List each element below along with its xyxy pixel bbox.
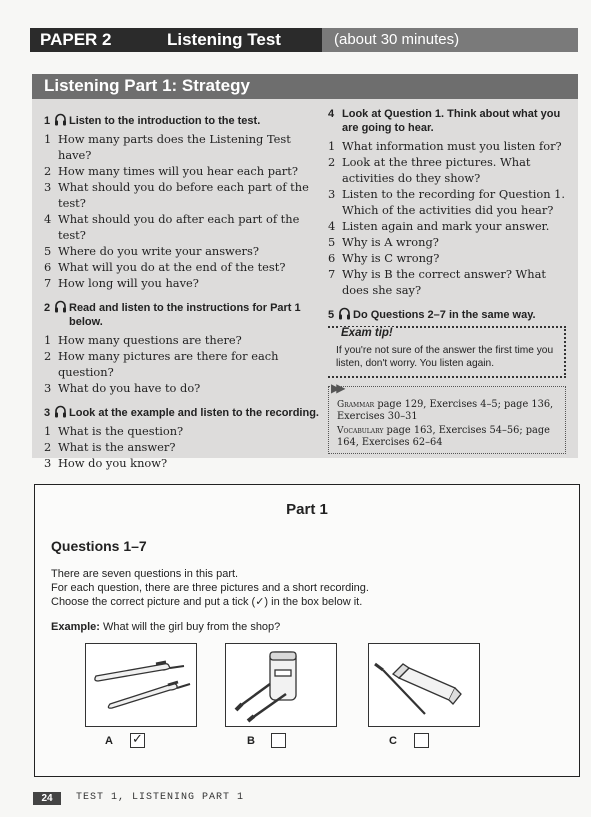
option-c-label: C (389, 735, 397, 747)
picture-a (85, 643, 197, 727)
option-b-checkbox[interactable] (271, 733, 286, 748)
option-a-checkbox[interactable]: ✓ (130, 733, 145, 748)
strategy-section-4 (328, 107, 568, 298)
section-heading: Look at Question 1. Think about what you are going to hear. (342, 108, 561, 134)
toothpaste-illustration (369, 644, 479, 726)
questions-heading: Questions 1–7 (51, 538, 147, 554)
section-number: 1 (44, 115, 51, 127)
footer-label: TEST 1, LISTENING PART 1 (76, 792, 245, 803)
list-item: 1 What information must you listen for? (328, 139, 562, 153)
option-c-checkbox[interactable] (414, 733, 429, 748)
toothbrushes-illustration (86, 644, 196, 726)
duration: (about 30 minutes) (334, 31, 460, 48)
double-arrow-icon: ▶▶ (331, 381, 342, 395)
section-heading: Do Questions 2–7 in the same way. (353, 309, 536, 321)
list-item: 2 How many pictures are there for each question? (44, 349, 279, 379)
headphones-icon (54, 299, 67, 314)
example-question: Example: What will the girl buy from the shop? (51, 621, 281, 633)
list-item: 1 How many questions are there? (44, 333, 242, 347)
list-item: 2 Look at the three pictures. What activities do they show? (328, 155, 531, 185)
strategy-section-3 (44, 406, 324, 471)
list-item: 3 How do you know? (44, 456, 168, 470)
list-item: 3 Listen to the recording for Question 1. Which of the activities did you hear? (328, 187, 566, 217)
part1-box (34, 484, 580, 777)
strategy-section-1 (44, 114, 324, 291)
list-item: 7 How long will you have? (44, 276, 199, 290)
page-number: 24 (33, 792, 61, 805)
list-item: 2 What is the answer? (44, 440, 176, 454)
paper-title: Listening Test (167, 30, 281, 49)
list-item: 4 Listen again and mark your answer. (328, 219, 550, 233)
list-item: 3 What should you do before each part of the test? (44, 180, 309, 210)
picture-c (368, 643, 480, 727)
toothbrush-cup-illustration (226, 644, 336, 726)
cross-reference (328, 381, 566, 454)
section-number: 5 (328, 309, 335, 321)
list-item: 1 What is the question? (44, 424, 184, 438)
exam-tip-title: Exam tip! (338, 327, 396, 339)
section-number: 3 (44, 407, 51, 419)
paper-header (30, 28, 578, 52)
strategy-section-2 (44, 301, 324, 396)
list-item: 6 What will you do at the end of the test? (44, 260, 286, 274)
exam-tip (328, 326, 566, 378)
headphones-icon (54, 112, 67, 127)
option-a-label: A (105, 735, 113, 747)
headphones-icon (54, 404, 67, 419)
strategy-left-column (44, 114, 324, 481)
exam-tip-text: If you're not sure of the answer the first time you listen, don't worry. You listen again. (336, 345, 554, 369)
list-item: 5 Why is A wrong? (328, 235, 439, 249)
part1-instructions: There are seven questions in this part. For each question, there are three pictures and a short recording. Choose the correct picture and put a tick (✓) in the box below it. (51, 568, 369, 608)
list-item: 7 Why is B the correct answer? What does she say? (328, 267, 546, 297)
duration-box (322, 28, 578, 52)
strategy-title-bar (32, 74, 578, 99)
strategy-right-column (328, 107, 568, 332)
paper-label: PAPER 2 (40, 30, 112, 49)
section-heading: Listen to the introduction to the test. (69, 115, 261, 127)
list-item: 5 Where do you write your answers? (44, 244, 259, 258)
section-heading: Read and listen to the instructions for Part 1 below. (69, 302, 301, 328)
picture-b (225, 643, 337, 727)
strategy-panel (32, 74, 578, 470)
list-item: 2 How many times will you hear each part? (44, 164, 298, 178)
option-b-label: B (247, 735, 255, 747)
vocabulary-reference: Vocabulary page 163, Exercises 54–56; page 164, Exercises 62–64 (337, 425, 550, 448)
list-item: 1 How many parts does the Listening Test have? (44, 132, 291, 162)
section-heading: Look at the example and listen to the recording. (69, 407, 319, 419)
part1-title: Part 1 (286, 501, 328, 518)
grammar-reference: Grammar page 129, Exercises 4–5; page 136, Exercises 30–31 (337, 399, 554, 422)
headphones-icon (338, 306, 351, 321)
list-item: 3 What do you have to do? (44, 381, 201, 395)
strategy-title: Listening Part 1: Strategy (44, 76, 250, 95)
strategy-section-5 (328, 308, 568, 322)
section-number: 2 (44, 302, 51, 314)
list-item: 6 Why is C wrong? (328, 251, 440, 265)
section-number: 4 (328, 108, 335, 120)
list-item: 4 What should you do after each part of the test? (44, 212, 300, 242)
